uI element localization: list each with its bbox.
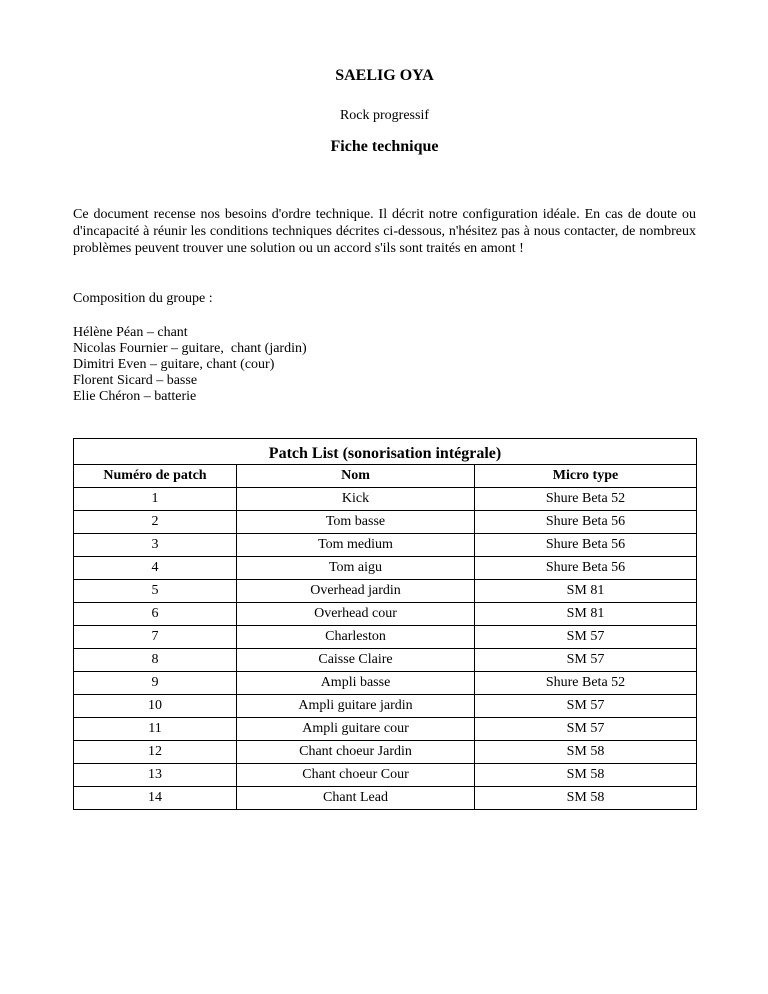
cell-patch-number: 11 — [74, 718, 237, 741]
table-row — [74, 764, 697, 787]
cell-name: Chant choeur Cour — [237, 764, 475, 787]
band-name: SAELIG OYA — [335, 67, 434, 84]
header-mic-type: Micro type — [475, 465, 697, 488]
table-row — [74, 603, 697, 626]
cell-patch-number: 4 — [74, 557, 237, 580]
members-list — [73, 325, 307, 405]
cell-mic-type: SM 57 — [475, 626, 697, 649]
cell-patch-number: 6 — [74, 603, 237, 626]
table-row — [74, 580, 697, 603]
cell-name: Ampli guitare cour — [237, 718, 475, 741]
table-row — [74, 511, 697, 534]
table-header-row — [74, 465, 697, 488]
cell-patch-number: 3 — [74, 534, 237, 557]
intro-paragraph: Ce document recense nos besoins d'ordre technique. Il décrit notre configuration idéale. En cas de doute ou d'incapacité à réunir les conditions techniques décrites ci-dessous, n'hésitez pas à nous contacter, de nombreux problèmes peuvent trouver une solution ou un accord s'ils sont traités en amont ! — [73, 207, 696, 256]
cell-mic-type: Shure Beta 52 — [475, 672, 697, 695]
cell-name: Ampli guitare jardin — [237, 695, 475, 718]
cell-name: Chant Lead — [237, 787, 475, 810]
cell-mic-type: SM 57 — [475, 695, 697, 718]
cell-mic-type: Shure Beta 56 — [475, 534, 697, 557]
cell-mic-type: SM 58 — [475, 787, 697, 810]
cell-patch-number: 10 — [74, 695, 237, 718]
cell-name: Caisse Claire — [237, 649, 475, 672]
cell-patch-number: 7 — [74, 626, 237, 649]
table-row — [74, 741, 697, 764]
header-name: Nom — [237, 465, 475, 488]
table-row — [74, 626, 697, 649]
cell-name: Charleston — [237, 626, 475, 649]
cell-mic-type: SM 57 — [475, 649, 697, 672]
cell-patch-number: 8 — [74, 649, 237, 672]
cell-patch-number: 1 — [74, 488, 237, 511]
cell-patch-number: 12 — [74, 741, 237, 764]
cell-mic-type: Shure Beta 56 — [475, 557, 697, 580]
cell-mic-type: SM 81 — [475, 603, 697, 626]
cell-mic-type: Shure Beta 52 — [475, 488, 697, 511]
cell-name: Ampli basse — [237, 672, 475, 695]
document-title: Fiche technique — [330, 138, 439, 155]
cell-name: Tom basse — [237, 511, 475, 534]
cell-patch-number: 13 — [74, 764, 237, 787]
member-item: Nicolas Fournier – guitare, chant (jardin) — [73, 341, 307, 356]
cell-name: Overhead jardin — [237, 580, 475, 603]
table-row — [74, 557, 697, 580]
cell-mic-type: SM 57 — [475, 718, 697, 741]
cell-name: Chant choeur Jardin — [237, 741, 475, 764]
cell-mic-type: SM 58 — [475, 764, 697, 787]
table-row — [74, 534, 697, 557]
cell-patch-number: 5 — [74, 580, 237, 603]
member-item: Florent Sicard – basse — [73, 373, 198, 388]
table-row — [74, 695, 697, 718]
table-row — [74, 488, 697, 511]
member-item: Elie Chéron – batterie — [73, 389, 197, 404]
cell-patch-number: 9 — [74, 672, 237, 695]
cell-mic-type: SM 81 — [475, 580, 697, 603]
table-row — [74, 649, 697, 672]
member-item: Dimitri Even – guitare, chant (cour) — [73, 357, 275, 372]
cell-patch-number: 14 — [74, 787, 237, 810]
cell-name: Tom medium — [237, 534, 475, 557]
cell-patch-number: 2 — [74, 511, 237, 534]
header-patch-number: Numéro de patch — [74, 465, 237, 488]
composition-label: Composition du groupe : — [73, 291, 213, 306]
table-row — [74, 718, 697, 741]
patch-list-title: Patch List (sonorisation intégrale) — [74, 439, 697, 465]
genre-subtitle: Rock progressif — [339, 108, 430, 123]
cell-mic-type: SM 58 — [475, 741, 697, 764]
cell-name: Overhead cour — [237, 603, 475, 626]
member-item: Hélène Péan – chant — [73, 325, 188, 340]
table-row — [74, 672, 697, 695]
table-row — [74, 787, 697, 810]
cell-name: Kick — [237, 488, 475, 511]
cell-mic-type: Shure Beta 56 — [475, 511, 697, 534]
patch-list-table — [73, 438, 697, 810]
table-caption-row — [74, 439, 697, 465]
cell-name: Tom aigu — [237, 557, 475, 580]
